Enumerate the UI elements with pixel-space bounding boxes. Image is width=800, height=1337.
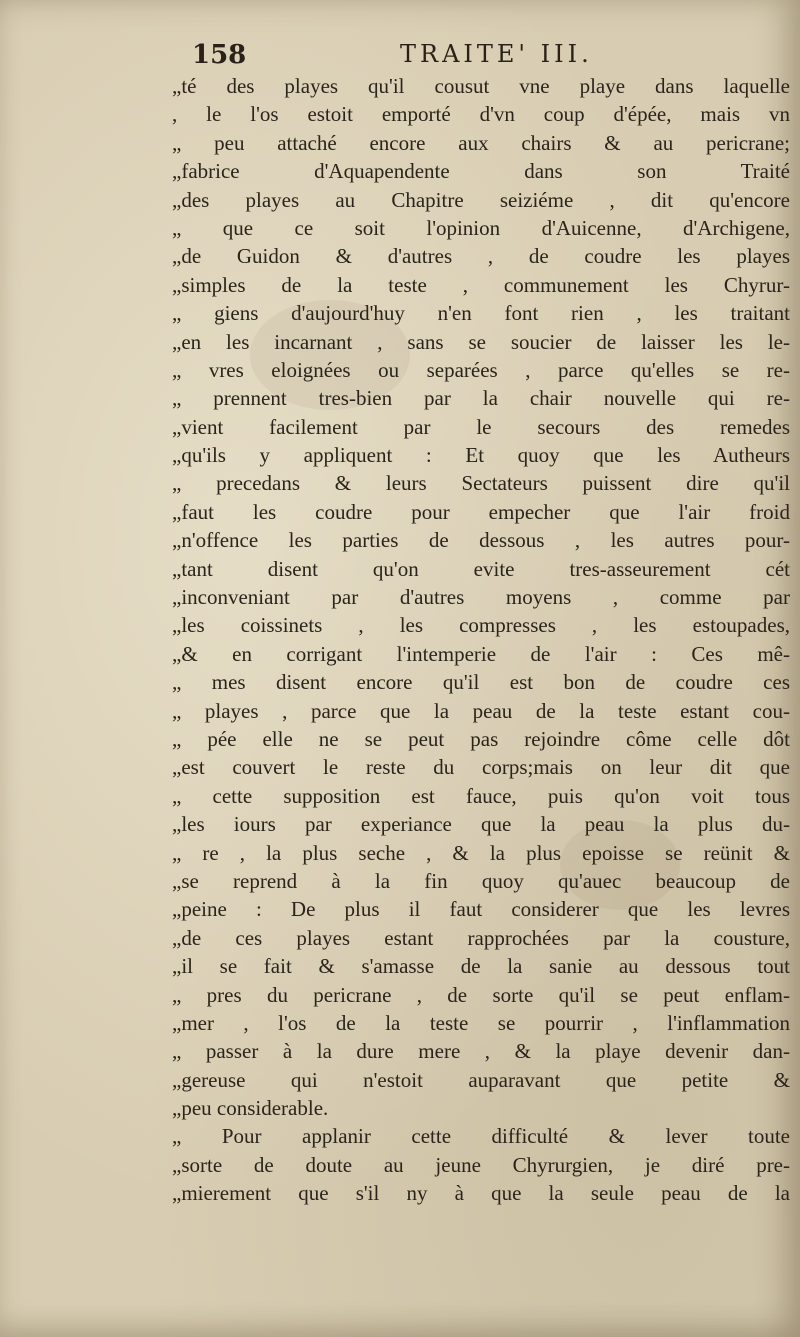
text-line: „simples de la teste , communement les Chyrur- <box>172 272 790 297</box>
text-line: „faut les coudre pour empecher que l'air froid <box>172 499 790 524</box>
text-line: „peine : De plus il faut considerer que les levres <box>172 897 790 922</box>
text-line: „sorte de doute au jeune Chyrurgien, je diré pre- <box>172 1152 790 1177</box>
text-line: „en les incarnant , sans se soucier de laisser les le- <box>172 329 790 354</box>
text-line: „ re , la plus seche , & la plus epoisse se reünit & <box>172 840 790 865</box>
text-line: „ passer à la dure mere , & la playe devenir dan- <box>172 1039 790 1064</box>
text-line: „fabrice d'Aquapendente dans son Traité <box>172 159 790 184</box>
text-line: „mierement que s'il ny à que la seule peau de la <box>172 1181 790 1206</box>
text-line: „gereuse qui n'estoit auparavant que petite & <box>172 1067 790 1092</box>
text-line: „ prennent tres-bien par la chair nouvelle qui re- <box>172 386 790 411</box>
text-line: „ cette supposition est fauce, puis qu'on voit tous <box>172 783 790 808</box>
text-line: „ mes disent encore qu'il est bon de coudre ces <box>172 670 790 695</box>
text-line: „inconveniant par d'autres moyens , comme par <box>172 585 790 610</box>
text-line: „de ces playes estant rapprochées par la cousture, <box>172 925 790 950</box>
text-line: „té des playes qu'il cousut vne playe dans laquelle <box>172 74 790 98</box>
text-line: „& en corrigant l'intemperie de l'air : Ces mê- <box>172 641 790 666</box>
text-line: „il se fait & s'amasse de la sanie au dessous tout <box>172 954 790 979</box>
body-text <box>172 72 790 1208</box>
text-line: „ Pour applanir cette difficulté & lever toute <box>172 1124 790 1149</box>
text-line: „qu'ils y appliquent : Et quoy que les Autheurs <box>172 443 790 468</box>
text-line: „des playes au Chapitre seiziéme , dit qu'encore <box>172 187 790 212</box>
text-line: „mer , l'os de la teste se pourrir , l'inflammation <box>172 1010 790 1035</box>
text-line: „de Guidon & d'autres , de coudre les playes <box>172 244 790 269</box>
text-line: „vient facilement par le secours des remedes <box>172 414 790 439</box>
text-line: „tant disent qu'on evite tres-asseurement cét <box>172 556 790 581</box>
text-line: „les coissinets , les compresses , les estoupades, <box>172 613 790 638</box>
text-line: „les iours par experiance que la peau la plus du- <box>172 812 790 837</box>
text-line: „ que ce soit l'opinion d'Auicenne, d'Archigene, <box>172 215 790 240</box>
text-line: „n'offence les parties de dessous , les autres pour- <box>172 528 790 553</box>
text-line: „peu considerable. <box>172 1096 329 1121</box>
running-title: TRAITE' III. <box>400 40 593 68</box>
text-line: , le l'os estoit emporté d'vn coup d'épée, mais vn <box>172 102 790 127</box>
text-line: „se reprend à la fin quoy qu'auec beaucoup de <box>172 868 790 893</box>
text-line: „ pée elle ne se peut pas rejoindre côme celle dôt <box>172 726 790 751</box>
text-line: „ playes , parce que la peau de la teste estant cou- <box>172 698 790 723</box>
text-line: „ peu attaché encore aux chairs & au pericrane; <box>172 130 790 155</box>
text-line: „ giens d'aujourd'huy n'en font rien , les traitant <box>172 301 790 326</box>
text-line: „ pres du pericrane , de sorte qu'il se peut enflam- <box>172 982 790 1007</box>
text-line: „ vres eloignées ou separées , parce qu'elles se re- <box>172 357 790 382</box>
text-line: „ precedans & leurs Sectateurs puissent dire qu'il <box>172 471 790 496</box>
text-line: „est couvert le reste du corps;mais on leur dit que <box>172 755 790 780</box>
page-header <box>192 38 782 72</box>
page-number: 158 <box>192 40 247 70</box>
